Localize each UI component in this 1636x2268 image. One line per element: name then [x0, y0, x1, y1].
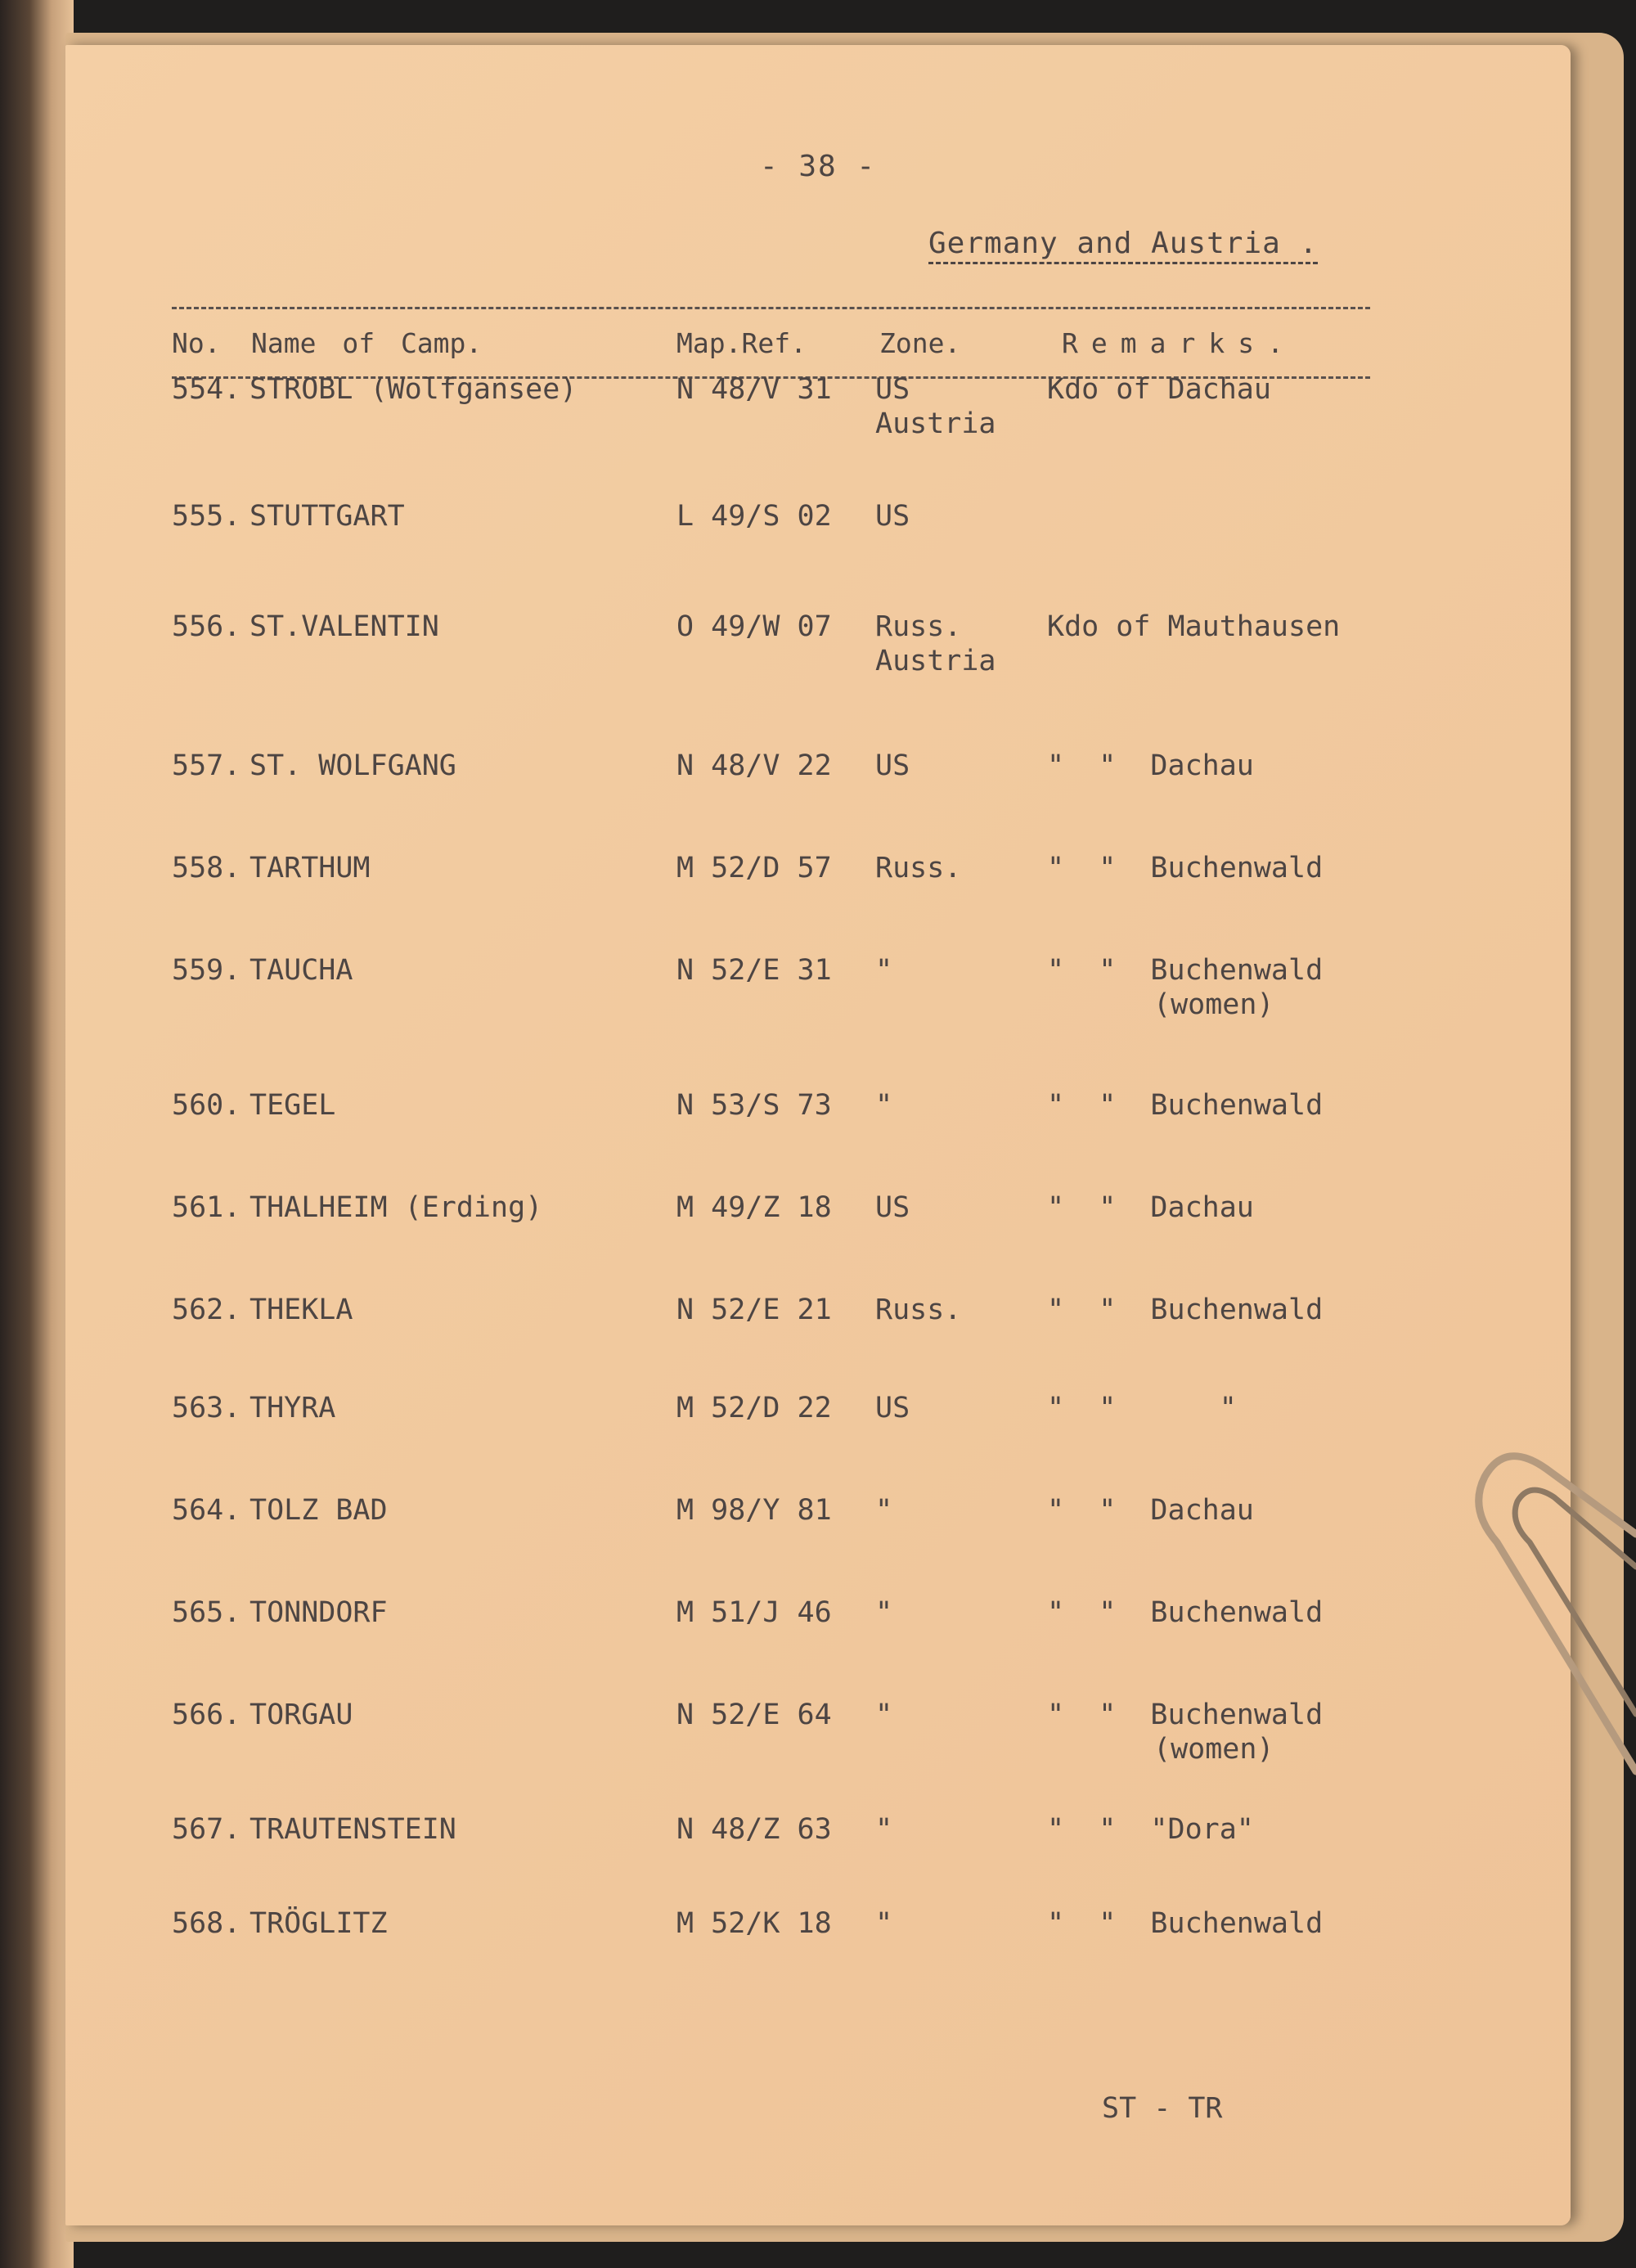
zone: "	[875, 954, 893, 987]
zone: US	[875, 1191, 910, 1224]
row-number: 558.	[172, 852, 241, 884]
zone: US	[875, 1392, 910, 1424]
row-number: 566.	[172, 1699, 241, 1731]
camp-name: TRÖGLITZ	[249, 1907, 388, 1940]
map-ref: M 98/Y 81	[676, 1494, 832, 1527]
header-remarks: Remarks.	[1062, 327, 1297, 359]
table-row	[65, 372, 1571, 446]
row-number: 554.	[172, 373, 241, 406]
header-name: Name of Camp.	[251, 327, 483, 359]
camp-name: THALHEIM (Erding)	[249, 1191, 543, 1224]
map-ref: N 48/V 22	[676, 749, 832, 782]
page-number: - 38 -	[759, 150, 877, 183]
zone: "	[875, 1089, 893, 1122]
header-zone: Zone.	[879, 327, 961, 359]
zone: "	[875, 1699, 893, 1731]
map-ref: M 51/J 46	[676, 1596, 832, 1629]
table-row	[65, 1190, 1571, 1264]
camp-name: THYRA	[249, 1392, 336, 1424]
row-number: 561.	[172, 1191, 241, 1224]
camp-name: TORGAU	[249, 1699, 353, 1731]
table-row	[65, 1493, 1571, 1567]
zone: US	[875, 500, 910, 533]
table-row	[65, 1698, 1571, 1771]
remarks: " " Buchenwald	[1047, 852, 1324, 884]
table-row	[65, 1088, 1571, 1162]
remarks: " " Buchenwald	[1047, 954, 1324, 987]
row-number: 559.	[172, 954, 241, 987]
table-row	[65, 953, 1571, 1027]
zone: Russ.	[875, 852, 962, 884]
map-ref: O 49/W 07	[676, 610, 832, 643]
map-ref: N 52/E 64	[676, 1699, 832, 1731]
remarks: Kdo of Mauthausen	[1047, 610, 1341, 643]
map-ref: M 52/D 22	[676, 1392, 832, 1424]
document-page	[65, 45, 1571, 2225]
header-rule-top	[172, 307, 1370, 309]
remarks: Kdo of Dachau	[1047, 373, 1271, 406]
zone: "	[875, 1813, 893, 1846]
row-number: 565.	[172, 1596, 241, 1629]
map-ref: N 48/V 31	[676, 373, 832, 406]
camp-name: ST. WOLFGANG	[249, 749, 456, 782]
table-row	[65, 1812, 1571, 1886]
row-number: 557.	[172, 749, 241, 782]
remarks: " " Buchenwald	[1047, 1699, 1324, 1731]
table-row	[65, 1906, 1571, 1980]
row-number: 567.	[172, 1813, 241, 1846]
map-ref: N 52/E 31	[676, 954, 832, 987]
zone-line2: Austria	[875, 407, 996, 440]
remarks: " " Buchenwald	[1047, 1089, 1324, 1122]
camp-name: STUTTGART	[249, 500, 405, 533]
row-number: 563.	[172, 1392, 241, 1424]
table-row	[65, 1391, 1571, 1465]
zone: US	[875, 373, 910, 406]
table-row	[65, 1293, 1571, 1366]
map-ref: M 49/Z 18	[676, 1191, 832, 1224]
row-number: 568.	[172, 1907, 241, 1940]
zone: "	[875, 1596, 893, 1629]
remarks: " " "	[1047, 1392, 1237, 1424]
camp-name: STROBL (Wolfgansee)	[249, 373, 578, 406]
map-ref: L 49/S 02	[676, 500, 832, 533]
remarks: " " Buchenwald	[1047, 1907, 1324, 1940]
camp-name: TAUCHA	[249, 954, 353, 987]
remarks: " " Dachau	[1047, 1191, 1254, 1224]
paperclip-icon	[1448, 1420, 1636, 1804]
row-number: 556.	[172, 610, 241, 643]
region-title: Germany and Austria .	[928, 227, 1318, 264]
table-row	[65, 610, 1571, 683]
footer-range: ST - TR	[1102, 2092, 1223, 2125]
zone: US	[875, 749, 910, 782]
remarks: " " Dachau	[1047, 749, 1254, 782]
remarks: " " Buchenwald	[1047, 1294, 1324, 1326]
zone: Russ.	[875, 610, 962, 643]
camp-name: ST.VALENTIN	[249, 610, 439, 643]
row-number: 560.	[172, 1089, 241, 1122]
remarks: " " Dachau	[1047, 1494, 1254, 1527]
camp-name: TONNDORF	[249, 1596, 388, 1629]
remarks-line2: (women)	[1153, 988, 1274, 1021]
row-number: 562.	[172, 1294, 241, 1326]
camp-name: TARTHUM	[249, 852, 371, 884]
map-ref: N 53/S 73	[676, 1089, 832, 1122]
header-no: No.	[172, 327, 221, 359]
zone-line2: Austria	[875, 645, 996, 677]
zone: "	[875, 1494, 893, 1527]
table-row	[65, 851, 1571, 925]
map-ref: N 48/Z 63	[676, 1813, 832, 1846]
table-row	[65, 499, 1571, 573]
map-ref: M 52/D 57	[676, 852, 832, 884]
row-number: 564.	[172, 1494, 241, 1527]
table-row	[65, 1595, 1571, 1669]
map-ref: M 52/K 18	[676, 1907, 832, 1940]
table-row	[65, 749, 1571, 822]
camp-name: TEGEL	[249, 1089, 336, 1122]
camp-name: TOLZ BAD	[249, 1494, 388, 1527]
header-map-ref: Map.Ref.	[676, 327, 807, 359]
row-number: 555.	[172, 500, 241, 533]
book-binding	[0, 0, 74, 2268]
remarks-line2: (women)	[1153, 1733, 1274, 1766]
zone: "	[875, 1907, 893, 1940]
remarks: " " Buchenwald	[1047, 1596, 1324, 1629]
camp-name: TRAUTENSTEIN	[249, 1813, 456, 1846]
remarks: " " "Dora"	[1047, 1813, 1254, 1846]
camp-name: THEKLA	[249, 1294, 353, 1326]
zone: Russ.	[875, 1294, 962, 1326]
map-ref: N 52/E 21	[676, 1294, 832, 1326]
